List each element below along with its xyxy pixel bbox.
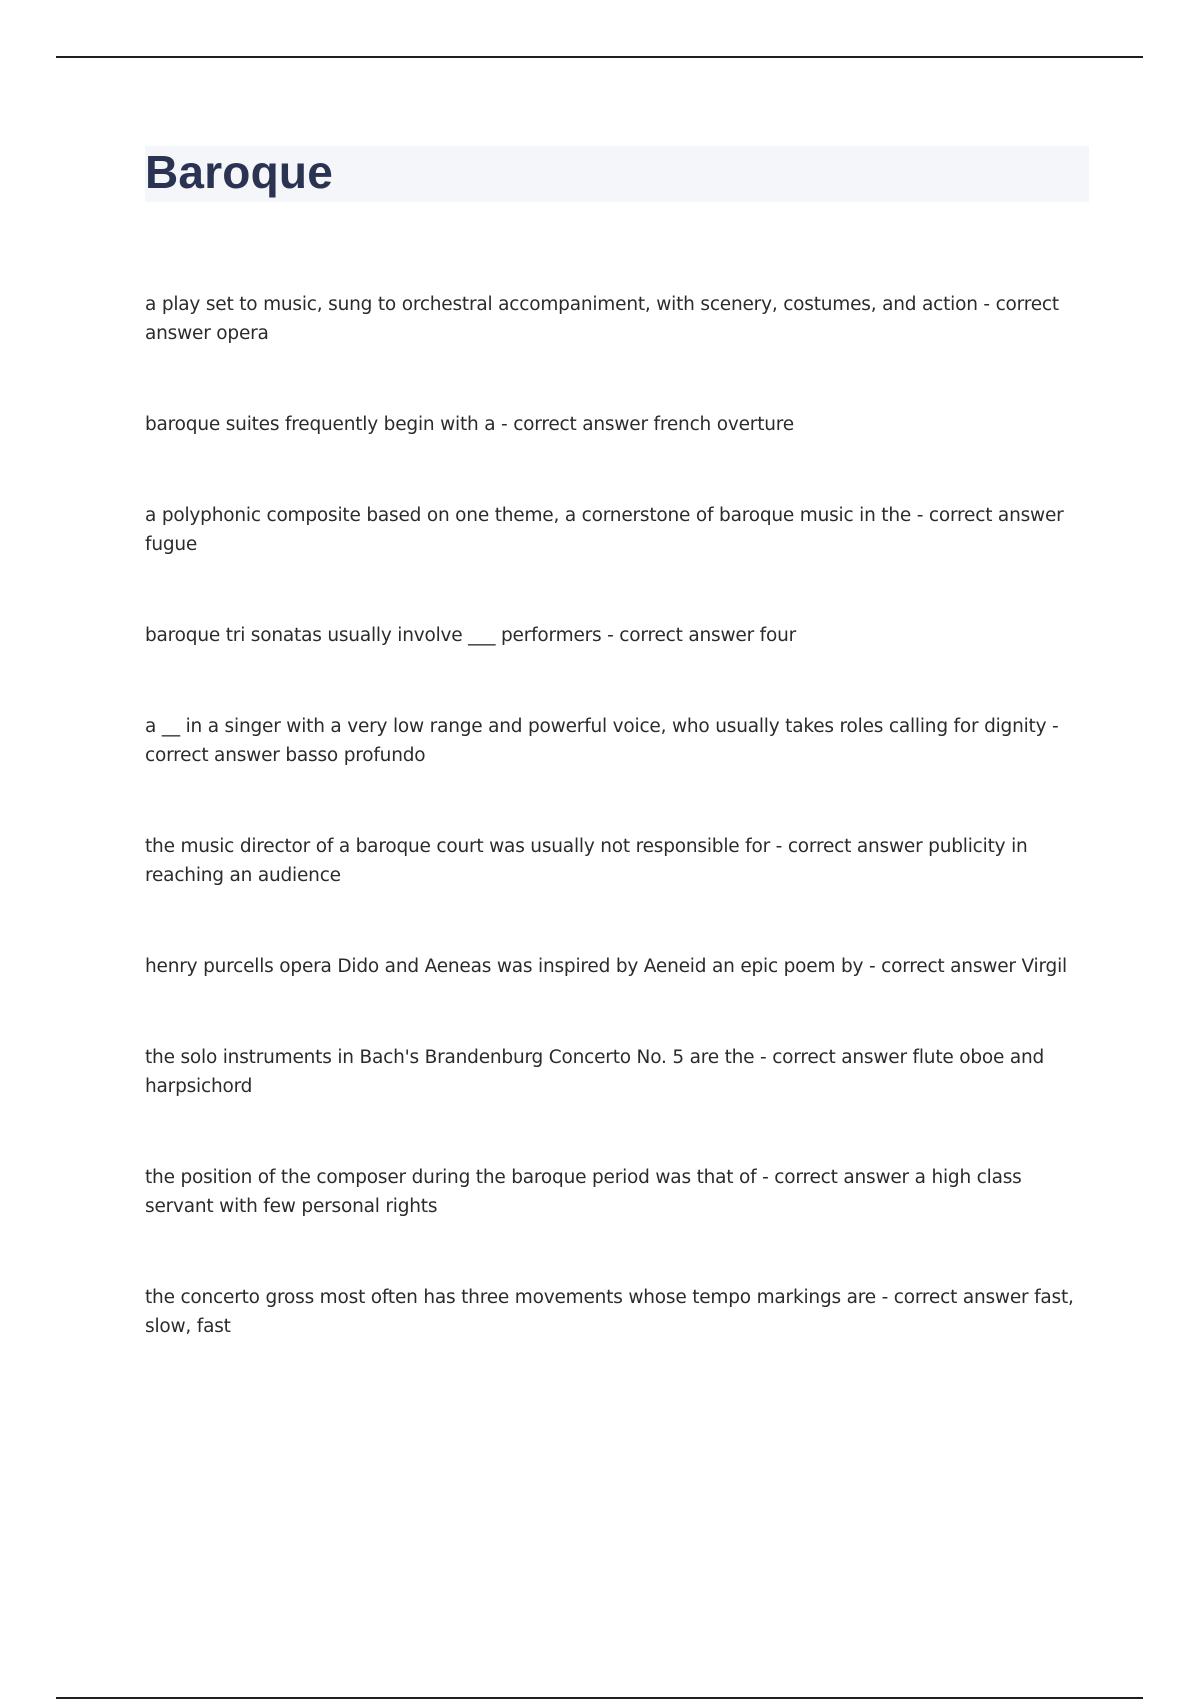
footer-rule <box>56 1697 1143 1699</box>
header-rule <box>56 56 1143 58</box>
flashcard-item-6: the music director of a baroque court was usually not responsible for - correct answer publicity in reaching an audience <box>145 836 1028 886</box>
flashcard-item-7: henry purcells opera Dido and Aeneas was inspired by Aeneid an epic poem by - correct answer Virgil <box>145 956 1067 977</box>
flashcard-item-2: baroque suites frequently begin with a - correct answer french overture <box>145 414 794 435</box>
flashcard-item-3: a polyphonic composite based on one theme, a cornerstone of baroque music in the - correct answer fugue <box>145 505 1064 555</box>
flashcard-item-8: the solo instruments in Bach's Brandenburg Concerto No. 5 are the - correct answer flute oboe and harpsichord <box>145 1047 1045 1097</box>
flashcard-list <box>145 290 1090 1403</box>
flashcard-item-1: a play set to music, sung to orchestral accompaniment, with scenery, costumes, and action - correct answer opera <box>145 294 1059 344</box>
flashcard-item-10: the concerto gross most often has three movements whose tempo markings are - correct answer fast, slow, fast <box>145 1287 1074 1337</box>
flashcard-item-9: the position of the composer during the baroque period was that of - correct answer a high class servant with few personal rights <box>145 1167 1022 1217</box>
page-title: Baroque <box>145 146 333 198</box>
flashcard-item-4: baroque tri sonatas usually involve ___ performers - correct answer four <box>145 625 797 646</box>
flashcard-item-5: a __ in a singer with a very low range and powerful voice, who usually takes roles calling for dignity - correct answer basso profundo <box>145 716 1059 766</box>
